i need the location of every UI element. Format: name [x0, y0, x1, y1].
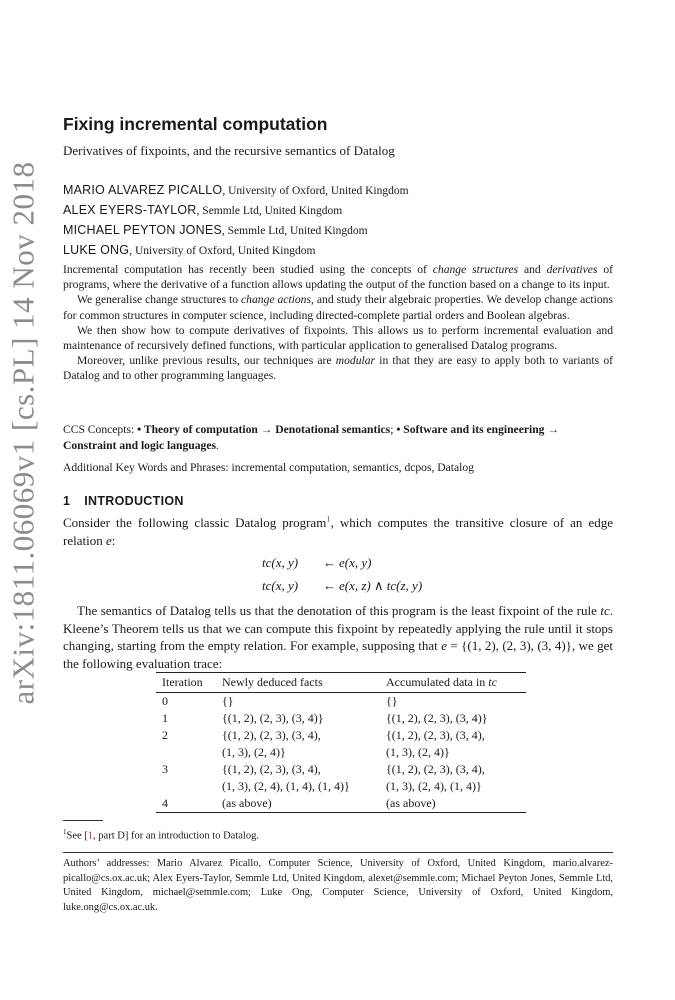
table-row [156, 795, 526, 813]
table-row [156, 693, 526, 711]
author-affiliation: , University of Oxford, United Kingdom [129, 245, 316, 257]
author-affiliation: , Semmle Ltd, United Kingdom [221, 225, 368, 237]
body-paragraph: The semantics of Datalog tells us that the denotation of this program is the least fixpoint of the rule tc. Kleene’s Theorem tells us that we can compute this fixpoint by repeatedly applying the rule until it stops changing, starting from the empty relation. For example, supposing that e = {(1, 2), (2, 3), (3, 4)}, we get the following evaluation trace: [63, 603, 614, 671]
author-entry [63, 241, 409, 261]
author-entry [63, 221, 409, 241]
section-heading [63, 494, 184, 508]
abstract-paragraph: Incremental computation has recently been studied using the concepts of change structures and derivatives of programs, where the derivative of a function allows updating the output of the function based on a change to its input. [63, 263, 613, 292]
accumulated-cell: {(1, 2), (2, 3), (3, 4)} [386, 711, 488, 725]
iteration-cell: 4 [156, 795, 216, 813]
abstract-paragraph: We generalise change structures to change actions, and study their algebraic properties. We develop change actions for common structures in computer science, including directed-complete partial orders and Boolean algebras. [63, 293, 613, 322]
iteration-cell: 0 [162, 694, 168, 708]
author-name: MARIO ALVAREZ PICALLO [63, 183, 223, 197]
ccs-concepts: CCS Concepts: • Theory of computation → Denotational semantics; • Software and its engineering → Constraint and logic languages. [63, 423, 559, 452]
author-list [63, 181, 409, 261]
new-facts-cell: {(1, 2), (2, 3), (3, 4), (1, 3), (2, 4), (1, 4), (1, 4)} [222, 762, 350, 793]
arxiv-stamp-text: arXiv:1811.06069v1 [cs.PL] 14 Nov 2018 [6, 161, 41, 705]
paper-subtitle: Derivatives of fixpoints, and the recursive semantics of Datalog [63, 143, 395, 158]
footnote: $^1$See [1, part D] for an introduction to Datalog. [63, 828, 259, 842]
author-addresses: Authors’ addresses: Mario Alvarez Picallo, Computer Science, University of Oxford, United Kingdom, mario.alvarez-picallo@cs.ox.ac.uk; Alex Eyers-Taylor, Semmle Ltd, United Kingdom, alexet@semmle.com; Michael Peyton Jones, Semmle Ltd, United Kingdom, michael@semmle.com; Luke Ong, Computer Science, University of Oxford, United Kingdom, luke.ong@cs.ox.ac.uk. [63, 858, 613, 913]
accumulated-cell: {(1, 2), (2, 3), (3, 4), (1, 3), (2, 4)} [386, 728, 485, 759]
table-row [156, 727, 526, 761]
author-entry [63, 181, 409, 201]
rule-arrow: ← [323, 555, 336, 570]
iteration-cell: 1 [162, 711, 168, 725]
iteration-cell: 2 [162, 728, 168, 742]
paper-title: Fixing incremental computation [63, 114, 328, 134]
footnote-divider [63, 820, 103, 821]
abstract [63, 262, 613, 384]
accumulated-cell: {} [386, 694, 398, 708]
new-facts-cell: {(1, 2), (2, 3), (3, 4)} [222, 711, 324, 725]
author-name: MICHAEL PEYTON JONES [63, 223, 222, 237]
new-facts-cell: {} [222, 694, 234, 708]
column-header: Iteration [156, 673, 216, 693]
abstract-paragraph: Moreover, unlike previous results, our techniques are modular in that they are easy to apply both to variants of Datalog and to other programming languages. [63, 354, 613, 383]
section-number: 1 [63, 494, 71, 508]
accumulated-cell: {(1, 2), (2, 3), (3, 4), (1, 3), (2, 4), (1, 4)} [386, 762, 485, 793]
evaluation-trace-table [156, 672, 526, 813]
rule-head: tc(x, y) [262, 555, 299, 570]
author-affiliation: , University of Oxford, United Kingdom [222, 185, 409, 197]
citation-link[interactable]: 1 [87, 830, 94, 842]
accumulated-cell: (as above) [380, 795, 526, 813]
iteration-cell: 3 [162, 762, 168, 776]
rule-body: e(x, y) [339, 555, 372, 570]
column-header: Accumulated data in tc [380, 673, 526, 693]
new-facts-cell: {(1, 2), (2, 3), (3, 4), (1, 3), (2, 4)} [222, 728, 321, 759]
arxiv-stamp [2, 161, 46, 705]
rule-head: tc(x, y) [262, 578, 299, 593]
address-divider [63, 852, 613, 853]
section-title: INTRODUCTION [84, 494, 184, 508]
abstract-paragraph: We then show how to compute derivatives of fixpoints. This allows us to perform incremental evaluation and maintenance of recursively defined functions, with particular application to generalised Datalog programs. [63, 323, 613, 353]
rule-body: e(x, z) ∧ tc(z, y) [339, 578, 423, 593]
new-facts-cell: (as above) [216, 795, 380, 813]
table-header-row [156, 673, 526, 693]
table-row [156, 710, 526, 727]
author-affiliation: , Semmle Ltd, United Kingdom [196, 205, 343, 217]
author-entry [63, 201, 409, 221]
intro-paragraph: Consider the following classic Datalog program$^1$, which computes the transitive closure of an edge relation e: [63, 513, 613, 548]
author-name: ALEX EYERS-TAYLOR [63, 203, 197, 217]
keywords: Additional Key Words and Phrases: incremental computation, semantics, dcpos, Datalog [63, 461, 474, 474]
table-row [156, 761, 526, 795]
footnote-marker[interactable]: 1 [326, 513, 331, 524]
author-name: LUKE ONG [63, 243, 130, 257]
column-header: Newly deduced facts [216, 673, 380, 693]
rule-arrow: ← [323, 578, 336, 593]
